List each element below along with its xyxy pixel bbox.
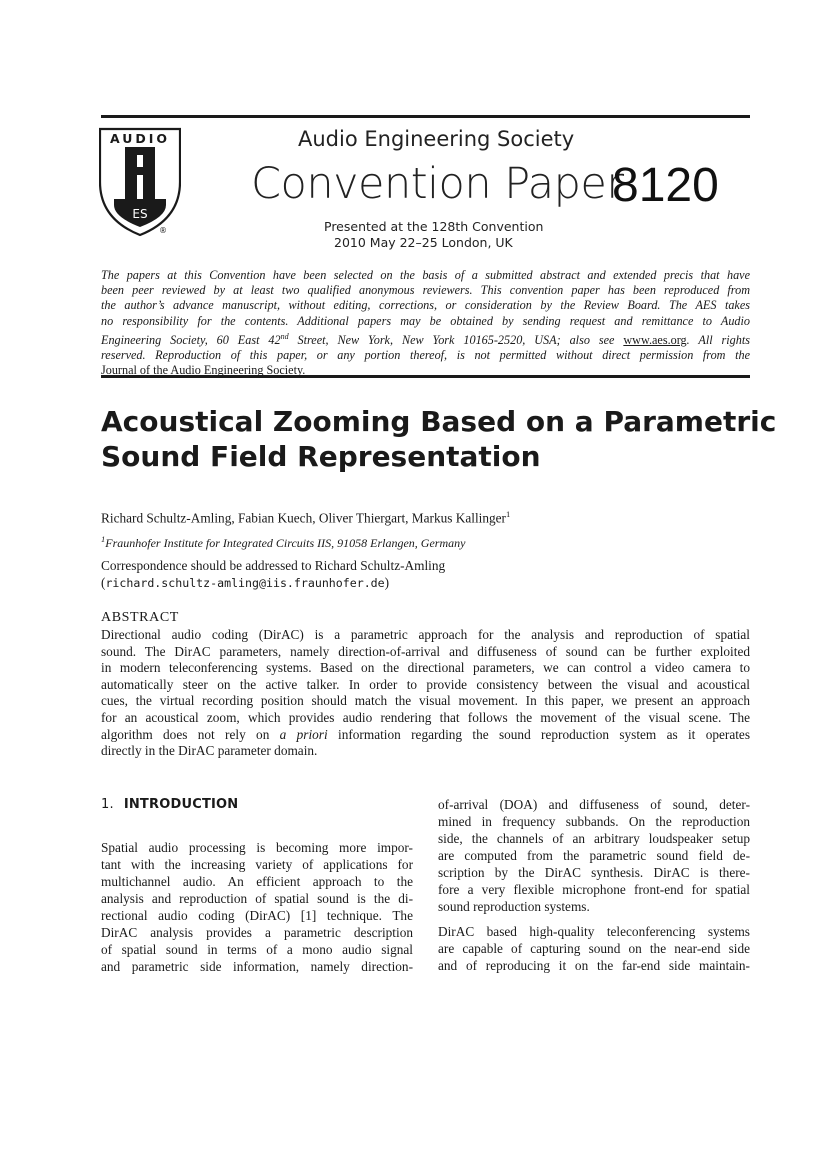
author-affiliation-mark: 1	[505, 509, 511, 519]
email-address[interactable]: richard.schultz-amling@iis.fraunhofer.de	[105, 576, 385, 590]
body-line: rectional audio coding (DirAC) [1] technique. The	[101, 908, 413, 923]
body-line: and of reproducing it on the far-end side maintain-	[438, 958, 750, 973]
presented-at: Presented at the 128th Convention	[324, 219, 544, 234]
abstract-line: automatically steer on the active talker. In order to provide consistency between the visual and acoustical	[101, 676, 750, 692]
logo-text-top: AUDIO	[109, 131, 171, 146]
header-top-rule	[101, 115, 750, 118]
notice-line: been peer reviewed by at least two qualified anonymous reviewers. This convention paper has been reproduced from	[101, 283, 750, 298]
notice-line: the author’s advance manuscript, without editing, corrections, or consideration by the Review Board. The AES takes	[101, 298, 750, 313]
ordinal-superscript: nd	[280, 331, 289, 341]
review-notice	[101, 268, 750, 378]
notice-line: Journal of the Audio Engineering Society.	[101, 363, 306, 378]
paper-title	[101, 404, 777, 474]
notice-line: no responsibility for the contents. Additional papers may be obtained by sending request and remittance to Audio	[101, 313, 750, 328]
body-line: Spatial audio processing is becoming more impor-	[101, 840, 413, 855]
abstract-line: Directional audio coding (DirAC) is a parametric approach for the analysis and reproduction of spatial	[101, 627, 750, 642]
abstract-line: in modern teleconferencing systems. Based on the directional parameters, we can control a video camera to	[101, 660, 750, 676]
notice-line: The papers at this Convention have been selected on the basis of a submitted abstract and extended precis that have	[101, 268, 750, 282]
convention-date-place: 2010 May 22–25 London, UK	[334, 235, 513, 250]
society-name: Audio Engineering Society	[298, 127, 575, 151]
section-heading: 1. INTRODUCTION	[101, 797, 239, 812]
intro-right-column-para1	[438, 796, 750, 915]
abstract-line: cues, the virtual recording position should match the visual movement. In this paper, we present an approach	[101, 693, 750, 709]
logo-text-bottom: ES	[132, 207, 148, 221]
aes-website-link[interactable]: www.aes.org	[623, 332, 687, 347]
convention-paper-label: Convention Paper	[251, 159, 624, 209]
abstract-heading: ABSTRACT	[101, 610, 179, 625]
aes-logo-icon	[99, 127, 181, 237]
correspondence-email: (richard.schultz-amling@iis.fraunhofer.de)	[101, 575, 390, 590]
body-line: of-arrival (DOA) and diffuseness of sound, deter-	[438, 797, 750, 812]
abstract-body	[101, 627, 750, 760]
body-line: are capable of capturing sound on the near-end side	[438, 941, 750, 956]
paper-number: 8120	[612, 159, 719, 212]
title-line: Sound Field Representation	[101, 440, 541, 473]
abstract-line: directly in the DirAC parameter domain.	[101, 743, 318, 759]
notice-line: Engineering Society, 60 East 42nd Street, New York, New York 10165-2520, USA; also see www.aes.org. All rights	[101, 331, 750, 347]
body-line: side, the channels of an arbitrary loudspeaker setup	[438, 831, 750, 846]
affiliation: $^1$Fraunhofer Institute for Integrated Circuits IIS, 91058 Erlangen, Germany	[101, 534, 466, 550]
intro-left-column	[101, 839, 413, 975]
abstract-line: algorithm does not rely on a priori information regarding the sound reproduction system as it operates	[101, 726, 751, 742]
body-line: scription by the DirAC synthesis. DirAC is there-	[438, 865, 750, 880]
intro-right-column-para2	[438, 923, 750, 974]
body-line: of spatial sound in terms of a mono audio signal	[101, 942, 413, 957]
body-line: sound reproduction systems.	[438, 899, 590, 914]
notice-line: reserved. Reproduction of this paper, or any portion thereof, is not permitted without direct permission from the	[101, 348, 750, 363]
body-line: mined in frequency subbands. On the reproduction	[438, 814, 750, 829]
body-line: DirAC analysis provides a parametric description	[101, 925, 413, 940]
registered-mark: ®	[159, 226, 167, 235]
body-line: fore a very flexible microphone front-end for spatial	[438, 882, 750, 897]
body-line: tant with the increasing variety of applications for	[101, 857, 413, 872]
body-line: multichannel audio. An efficient approach to the	[101, 874, 413, 889]
abstract-line: sound. The DirAC parameters, namely direction-of-arrival and diffuseness of sound can be further exploited	[101, 643, 750, 659]
body-line: DirAC based high-quality teleconferencing systems	[438, 924, 750, 939]
body-line: are computed from the parametric sound field de-	[438, 848, 750, 863]
body-line: analysis and reproduction of spatial sound is the di-	[101, 891, 413, 906]
title-line: Acoustical Zooming Based on a Parametric	[101, 405, 777, 438]
correspondence-note: Correspondence should be addressed to Richard Schultz-Amling	[101, 558, 446, 573]
body-line: and parametric side information, namely direction-	[101, 959, 413, 974]
author-list: Richard Schultz-Amling, Fabian Kuech, Oliver Thiergart, Markus Kallinger$^1$	[101, 509, 511, 526]
abstract-line: for an acoustical zoom, which provides audio rendering that follows the movement of the visual scene. The	[101, 709, 750, 725]
